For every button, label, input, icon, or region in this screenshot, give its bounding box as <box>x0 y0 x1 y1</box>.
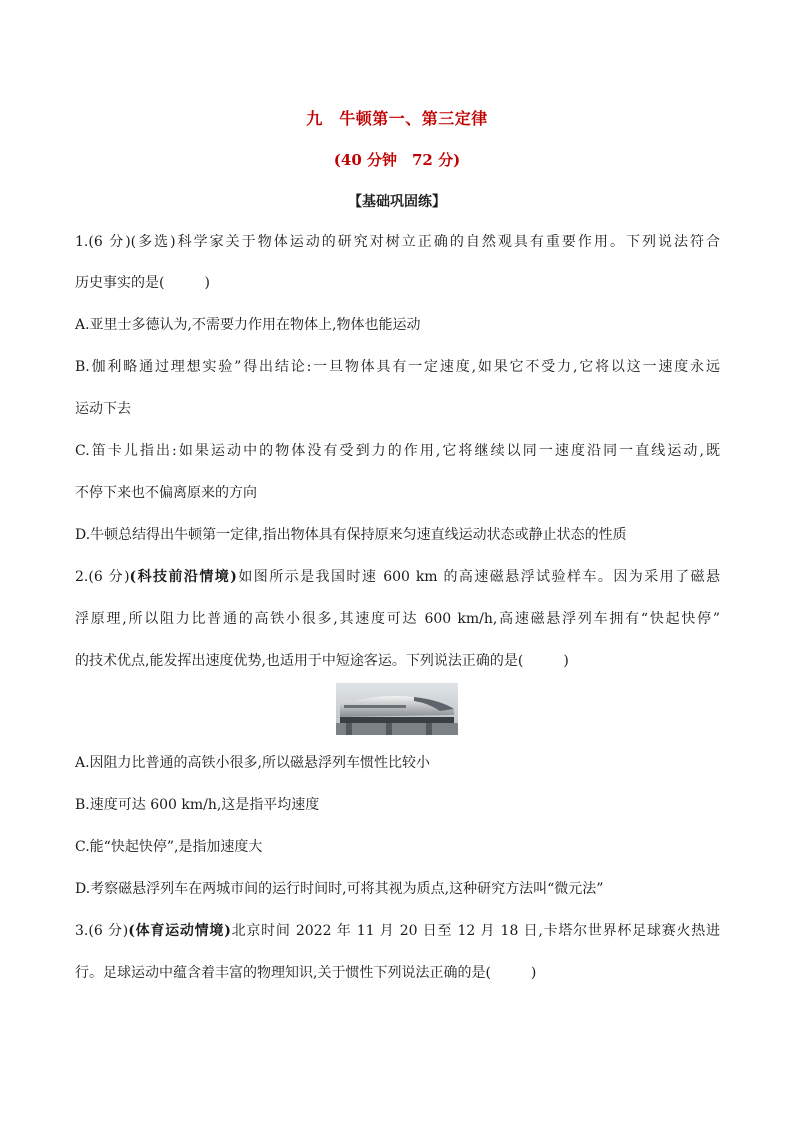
question-1-stem-line-2: 历史事实的是( ) <box>75 275 210 291</box>
maglev-train-icon <box>336 683 458 735</box>
question-3-stem-line-2: 行。足球运动中蕴含着丰富的物理知识,关于惯性下列说法正确的是( ) <box>75 965 537 981</box>
maglev-train-photo <box>336 683 458 735</box>
question-3-context-tag: (体育运动情境) <box>128 923 231 939</box>
question-3-stem-line-1: 3.(6 分)(体育运动情境)北京时间 2022 年 11 月 20 日至 12 月 18 日,卡塔尔世界杯足球赛火热进 <box>75 923 720 939</box>
question-1-score: (6 分) <box>88 234 131 250</box>
question-2-stem-line-3: 的技术优点,能发挥出速度优势,也适用于中短途客运。下列说法正确的是( ) <box>75 653 569 669</box>
section-heading: 【基础巩固练】 <box>348 194 446 210</box>
question-2-option-d: D.考察磁悬浮列车在两城市间的运行时间时,可将其视为质点,这种研究方法叫“微元法” <box>75 881 604 897</box>
question-1-option-c-line-1: C.笛卡儿指出:如果运动中的物体没有受到力的作用,它将继续以同一速度沿同一直线运动,既 <box>75 443 720 459</box>
question-1-option-c-line-2: 不停下来也不偏离原来的方向 <box>75 485 257 501</box>
question-2-stem-line-2: 浮原理,所以阻力比普通的高铁小很多,其速度可达 600 km/h,高速磁悬浮列车拥有“快起快停” <box>75 611 720 627</box>
question-1-option-b-line-2: 运动下去 <box>75 401 131 417</box>
question-1-text-1: (多选)科学家关于物体运动的研究对树立正确的自然观具有重要作用。下列说法符合 <box>130 234 720 250</box>
question-1-option-a: A.亚里士多德认为,不需要力作用在物体上,物体也能运动 <box>75 317 421 333</box>
question-2-option-c: C.能“快起快停”,是指加速度大 <box>75 839 263 855</box>
question-3-number: 3. <box>75 923 89 939</box>
page-subtitle: (40 分钟 72 分) <box>333 151 461 169</box>
page-title: 九 牛顿第一、第三定律 <box>306 109 488 128</box>
question-1-option-b-line-1: B.伽利略通过理想实验”得出结论:一旦物体具有一定速度,如果它不受力,它将以这一速度永远 <box>75 359 720 375</box>
question-2-option-a: A.因阻力比普通的高铁小很多,所以磁悬浮列车惯性比较小 <box>75 755 431 771</box>
question-2-stem-line-1: 2.(6 分)(科技前沿情境)如图所示是我国时速 600 km 的高速磁悬浮试验样车。因为采用了磁悬 <box>75 569 720 585</box>
question-1-option-d: D.牛顿总结得出牛顿第一定律,指出物体具有保持原来匀速直线运动状态或静止状态的性质 <box>75 527 627 543</box>
question-3-score: (6 分) <box>88 923 129 939</box>
question-2-number: 2. <box>75 569 89 585</box>
question-2-score: (6 分) <box>88 569 130 585</box>
question-2-option-b: B.速度可达 600 km/h,这是指平均速度 <box>75 797 320 813</box>
question-1-number: 1. <box>75 234 89 250</box>
question-2-context-tag: (科技前沿情境) <box>129 569 237 585</box>
question-1-stem-line-1 <box>75 232 720 252</box>
